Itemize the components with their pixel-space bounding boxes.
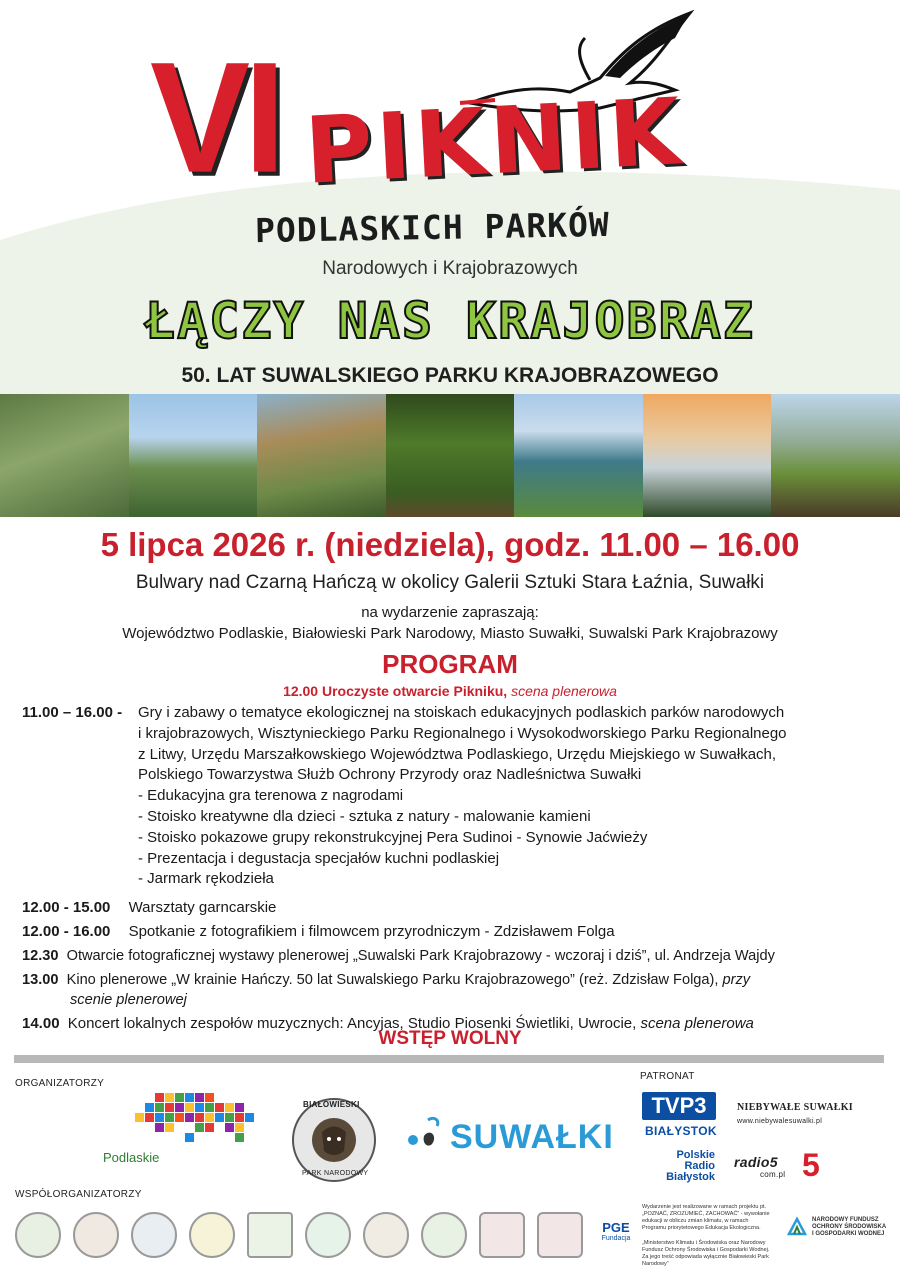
- suwalki-wordmark: SUWAŁKI: [450, 1118, 614, 1156]
- main-line: Gry i zabawy o tematyce ekologicznej na stoiskach edukacyjnych podlaskich parków narodowych: [138, 704, 785, 721]
- radio5-sub: com.pl: [760, 1170, 786, 1179]
- nfos-line-1: NARODOWY FUNDUSZ: [812, 1217, 879, 1223]
- main-line: - Jarmark rękodzieła: [138, 870, 274, 888]
- photo-forest: [386, 394, 515, 517]
- item-text: Otwarcie fotograficznej wystawy plenerowej „Suwalski Park Krajobrazowy - wczoraj i dziś”, ul. Andrzeja Wajdy: [66, 947, 775, 964]
- free-entry: WSTĘP WOLNY: [378, 1028, 522, 1049]
- polskie-radio-logo: [647, 1150, 715, 1183]
- opening-line: [0, 683, 900, 699]
- program-item: [22, 898, 892, 919]
- item-text: Koncert lokalnych zespołów muzycznych: Ancyjas, Studio Piosenki Świetliki, Uwrocie,: [67, 1015, 637, 1033]
- item-time: 12.00 - 15.00: [22, 899, 111, 917]
- item-italic: scena plenerowa: [640, 1015, 754, 1033]
- tvp-bialystok: BIAŁYSTOK: [645, 1124, 717, 1138]
- coorganizer-logo: [363, 1212, 409, 1258]
- coorganizer-logo: [305, 1212, 351, 1258]
- patronage-label: PATRONAT: [640, 1071, 695, 1082]
- bpn-bottom-text: PARK NARODOWY: [302, 1170, 369, 1177]
- item-time: 14.00: [22, 1015, 60, 1033]
- svg-text:5: 5: [802, 1148, 820, 1180]
- organizers-label: ORGANIZATORZY: [15, 1078, 105, 1089]
- opening-text: 12.00 Uroczyste otwarcie Pikniku,: [283, 683, 508, 699]
- coorganizer-logo: [73, 1212, 119, 1258]
- program-item: [22, 970, 892, 1012]
- nfos-line-2: OCHRONY ŚRODOWISKA: [812, 1224, 887, 1230]
- nfos-logo-mark: [786, 1216, 808, 1238]
- item-time: 12.30: [22, 947, 59, 964]
- title-word: PIKNIK: [302, 78, 687, 205]
- coorganizer-logo: [15, 1212, 61, 1258]
- pge-text: PGE: [602, 1220, 630, 1235]
- main-line: Polskiego Towarzystwa Służb Ochrony Przyrody oraz Nadleśnictwa Suwałki: [138, 766, 642, 784]
- pge-sub: Fundacja: [601, 1235, 631, 1242]
- program-list: [22, 703, 892, 1035]
- program-heading: PROGRAM: [382, 649, 518, 679]
- coorganizer-logo: [479, 1212, 525, 1258]
- landscape-photo-strip: [0, 394, 900, 517]
- slogan: ŁĄCZY NAS KRAJOBRAZ: [145, 292, 755, 350]
- nfos-text: [812, 1217, 898, 1238]
- photo-sunrise-fog: [643, 394, 772, 517]
- niebywale-url: www.niebywalesuwalki.pl: [737, 1118, 823, 1125]
- item-text: Spotkanie z fotografikiem i filmowcem przyrodniczym - Zdzisławem Folga: [128, 922, 615, 940]
- coorganizer-logo: [247, 1212, 293, 1258]
- funding-note-1: Wydarzenie jest realizowane w ramach projektu pt. „POZNAĆ, ZROZUMIEĆ, ZACHOWAĆ” - wywołanie edukacji w obliczu zmian klimatu, w ramach Programu priorytetowego Edukacja Ekologiczna.: [642, 1204, 770, 1231]
- item-italic-line2: scenie plenerowej: [70, 992, 187, 1009]
- suwalki-logo-mark: [404, 1114, 446, 1154]
- main-line: - Edukacyjna gra terenowa z nagrodami: [138, 787, 404, 805]
- coorganizers-label: WSPÓŁORGANIZATORZY: [15, 1189, 142, 1200]
- radio5-big-five-icon: [800, 1148, 834, 1180]
- tvp3-text: TVP3: [651, 1093, 707, 1118]
- main-line: z Litwy, Urzędu Marszałkowskiego Województwa Podlaskiego, Urzędu Miejskiego w Suwałkach,: [138, 745, 777, 763]
- event-date: 5 lipca 2026 r. (niedziela), godz. 11.00 – 16.00: [100, 526, 800, 563]
- main-line: - Prezentacja i degustacja specjałów kuchni podlaskiej: [138, 849, 500, 867]
- radio-line-3: Białystok: [666, 1171, 715, 1183]
- subtitle-types: Narodowych i Krajobrazowych: [322, 258, 578, 279]
- podlaskie-label: Podlaskie: [103, 1150, 160, 1165]
- program-item: [22, 922, 892, 943]
- main-line: - Stoisko pokazowe grupy rekonstrukcyjnej Pera Sudinoi - Synowie Jaćwieży: [138, 828, 648, 846]
- footer-divider: [14, 1055, 884, 1063]
- coorganizer-logo: [421, 1212, 467, 1258]
- event-place: Bulwary nad Czarną Hańczą w okolicy Galerii Sztuki Stara Łaźnia, Suwałki: [135, 572, 765, 593]
- item-text: Warsztaty garncarskie: [128, 899, 277, 917]
- funding-note-2: „Ministerstwo Klimatu i Środowiska oraz Narodowy Fundusz Ochrony Środowiska i Gospodarki Wodnej. Za jego treść odpowiada wyłącznie Białowieski Park Narodowy”: [642, 1240, 770, 1267]
- program-main-block: [22, 703, 892, 890]
- photo-hills: [129, 394, 258, 517]
- opening-venue: scena plenerowa: [511, 683, 617, 699]
- coorganizer-logo: [537, 1212, 583, 1258]
- subtitle-parks: PODLASKICH PARKÓW: [254, 204, 611, 251]
- podlaskie-bison-logo: [135, 1088, 255, 1143]
- niebywale-logo: NIEBYWAŁE SUWAŁKI: [737, 1102, 853, 1113]
- bpn-top-text: BIAŁOWIESKI: [303, 1100, 360, 1109]
- nfos-line-3: I GOSPODARKI WODNEJ: [812, 1231, 885, 1237]
- photo-lake-peninsula: [514, 394, 643, 517]
- main-line: i krajobrazowych, Wisztynieckiego Parku Regionalnego i Wysokodworskiego Parku Regionalnego: [138, 724, 787, 742]
- coorganizer-logo: [131, 1212, 177, 1258]
- radio-line-1: Polskie: [676, 1149, 715, 1161]
- item-time: 13.00: [22, 971, 59, 988]
- program-item: [22, 946, 892, 967]
- anniversary-line: 50. LAT SUWALSKIEGO PARKU KRAJOBRAZOWEGO: [181, 364, 719, 387]
- item-italic: przy: [722, 971, 751, 988]
- photo-marsh-river: [257, 394, 386, 517]
- title-roman-numeral: VI: [150, 28, 280, 206]
- invite-hosts: Województwo Podlaskie, Białowieski Park Narodowy, Miasto Suwałki, Suwalski Park Krajobrazowy: [122, 625, 778, 642]
- radio5-logo: radio5: [734, 1154, 778, 1170]
- tvp3-logo: [642, 1092, 716, 1120]
- main-time: 11.00 – 16.00 -: [22, 704, 123, 721]
- photo-river-meanders: [0, 394, 129, 517]
- item-text: Kino plenerowe „W krainie Hańczy. 50 lat Suwalskiego Parku Krajobrazowego” (reż. Zdzisław Folga),: [66, 971, 719, 988]
- item-time: 12.00 - 16.00: [22, 922, 111, 940]
- coorganizer-logo: [189, 1212, 235, 1258]
- photo-boats-shore: [771, 394, 900, 517]
- invite-heading: na wydarzenie zapraszają:: [361, 604, 539, 621]
- coorganizer-logos: [15, 1212, 637, 1258]
- radio-line-2: Radio: [684, 1160, 715, 1172]
- main-line: - Stoisko kreatywne dla dzieci - sztuka z natury - malowanie kamieni: [138, 807, 591, 825]
- pge-logo: [595, 1212, 637, 1254]
